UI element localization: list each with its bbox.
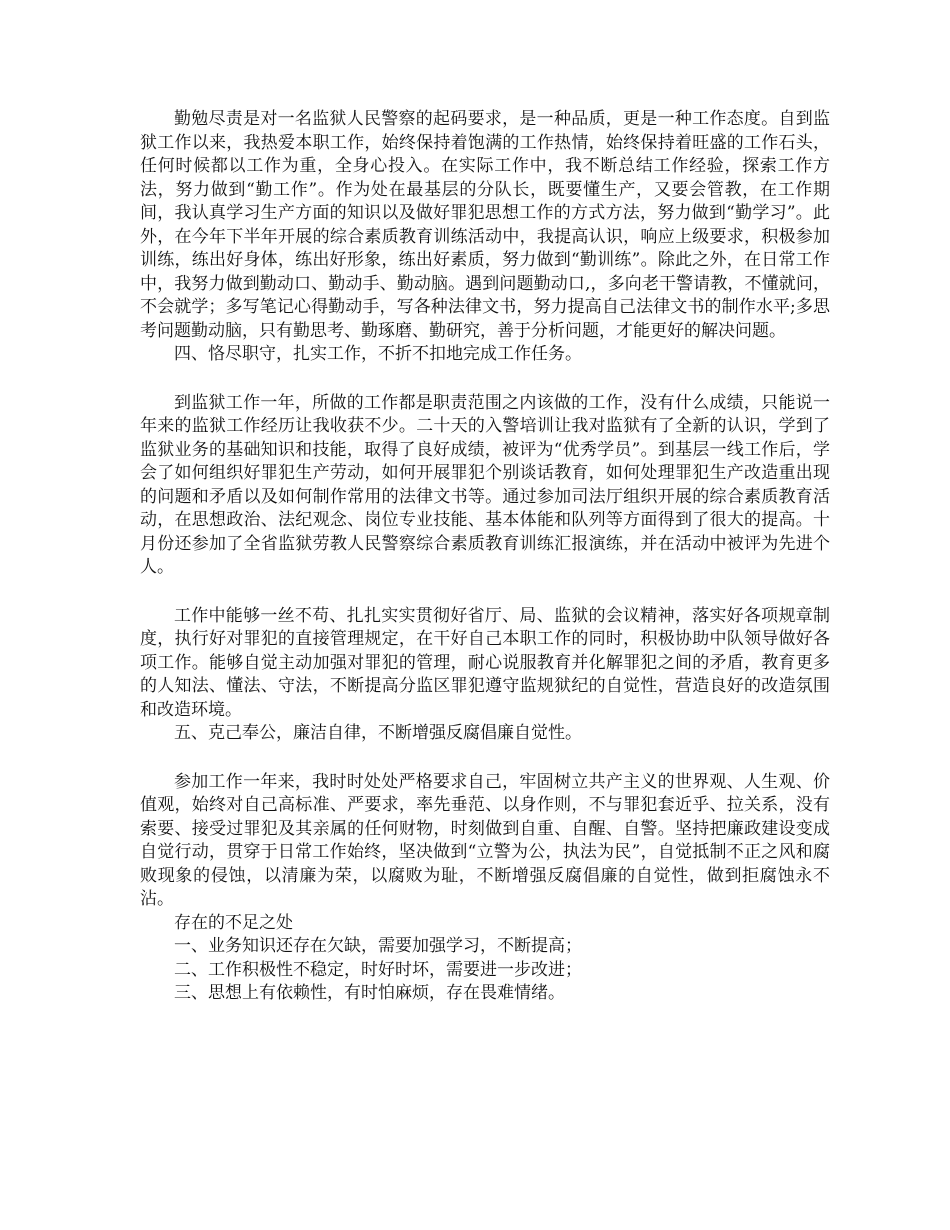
shortcoming-item-2: 二、工作积极性不稳定，时好时坏，需要进一步改进； [174,959,582,980]
paragraph-work-review: 到监狱工作一年，所做的工作都是职责范围之内该做的工作，没有什么成绩，只能说一年来的监狱工作经历让我收获不少。二十天的入警培训让我对监狱有了全新的认识，学到了监狱业务的基础知识和技能，取得了良好成绩，被评为“优秀学员”。到基层一线工作后，学会了如何组织好罪犯生产劳动，如何开展罪犯个别谈话教育，如何处理罪犯生产改造重出现的问题和矛盾以及如何制作常用的法律文书等。通过参加司法厅组织开展的综合素质教育活动，在思想政治、法纪观念、岗位专业技能、基本体能和队列等方面得到了很大的提高。十月份还参加了全省监狱劳教人民警察综合素质教育训练汇报演练，并在活动中被评为先进个人。 [140,392,830,577]
shortcoming-item-1: 一、业务知识还存在欠缺，需要加强学习，不断提高； [174,936,582,956]
paragraph-diligence: 勤勉尽责是对一名监狱人民警察的起码要求，是一种品质，更是一种工作态度。自到监狱工作以来，我热爱本职工作，始终保持着饱满的工作热情，始终保持着旺盛的工作石头，任何时候都以工作为重，全身心投入。在实际工作中，我不断总结工作经验，探索工作方法，努力做到“勤工作”。作为处在最基层的分队长，既要懂生产，又要会管教，在工作期间，我认真学习生产方面的知识以及做好罪犯思想工作的方式方法，努力做到“勤学习”。此外，在今年下半年开展的综合素质教育训练活动中，我提高认识，响应上级要求，积极参加训练，练出好身体，练出好形象，练出好素质，努力做到“勤训练”。除此之外，在日常工作中，我努力做到勤动口、勤动手、勤动脑。遇到问题勤动口,，多向老干警请教，不懂就问，不会就学；多写笔记心得勤动手，写各种法律文书，努力提高自己法律文书的制作水平;多思考问题勤动脑，只有勤思考、勤琢磨、勤研究，善于分析问题，才能更好的解决问题。 [140,109,830,341]
paragraph-discipline: 工作中能够一丝不苟、扎扎实实贯彻好省厅、局、监狱的会议精神，落实好各项规章制度，执行好对罪犯的直接管理规定，在干好自己本职工作的同时，积极协助中队领导做好各项工作。能够自觉主动加强对罪犯的管理，耐心说服教育并化解罪犯之间的矛盾，教育更多的人知法、懂法、守法，不断提高分监区罪犯遵守监规狱纪的自觉性，营造良好的改造氛围和改造环境。 [140,605,830,720]
document-page [140,108,830,1006]
section-heading-4: 四、恪尽职守，扎实工作，不折不扣地完成工作任务。 [174,344,582,364]
shortcoming-item-3: 三、思想上有依赖性，有时怕麻烦，存在畏难情绪。 [174,983,565,1003]
shortcomings-heading: 存在的不足之处 [174,912,293,933]
paragraph-integrity: 参加工作一年来，我时时处处严格要求自己，牢固树立共产主义的世界观、人生观、价值观，始终对自己高标准、严要求，率先垂范、以身作则，不与罪犯套近乎、拉关系，没有索要、接受过罪犯及其亲属的任何财物，时刻做到自重、自醒、自警。坚持把廉政建设变成自觉行动，贯穿于日常工作始终，坚决做到“立警为公，执法为民”，自觉抵制不正之风和腐败现象的侵蚀，以清廉为荣，以腐败为耻，不断增强反腐倡廉的自觉性，做到拒腐蚀永不沾。 [140,771,830,909]
section-heading-5: 五、克己奉公，廉洁自律，不断增强反腐倡廉自觉性。 [174,723,582,743]
